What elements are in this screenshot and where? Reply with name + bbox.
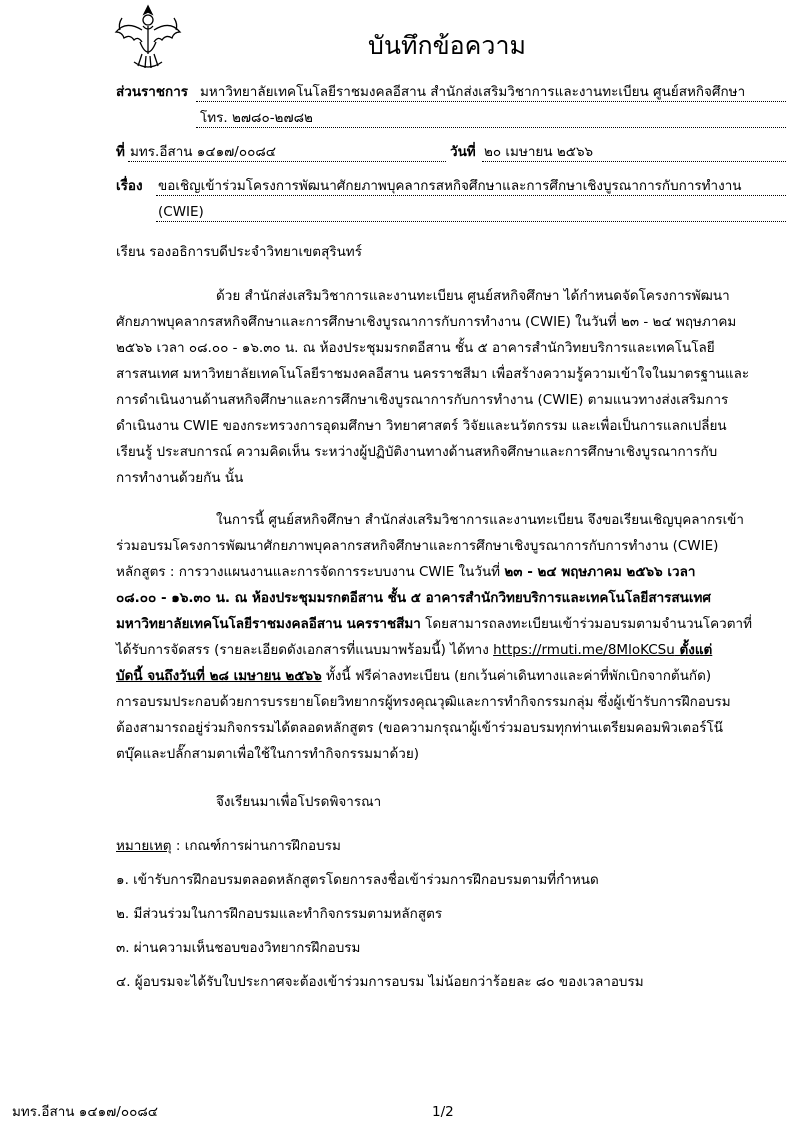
subject-dotline-2 [156,221,786,222]
para2-line [116,564,695,580]
page-number: 1/2 [432,1104,454,1120]
closing-line: จึงเรียนมาเพื่อโปรดพิจารณา [216,794,382,810]
date-dotline [482,161,786,162]
para2-line [116,616,752,632]
date-label: วันที่ [450,144,476,160]
university-name: มหาวิทยาลัยเทคโนโลยีราชมงคลอีสาน นครราชสีมา [116,616,421,632]
note-heading [116,838,341,854]
para2-line [116,668,711,684]
para1-line: ด้วย สำนักส่งเสริมวิชาการและงานทะเบียน ศูนย์สหกิจศึกษา ได้กำหนดจัดโครงการพัฒนา [216,288,730,304]
agency-phone: โทร. ๒๗๘๐-๒๗๘๒ [200,110,313,126]
deadline-start: ตั้งแต่ [674,642,713,658]
para1-line: เรียนรู้ ประสบการณ์ ความคิดเห็น ระหว่างผู้ปฏิบัติงานทางด้านสหกิจศึกษาและการศึกษาเชิงบูรณาการกับ [116,444,718,460]
register-text: ได้รับการจัดสรร (รายละเอียดดังเอกสารที่แนบมาพร้อมนี้) ได้ทาง [116,642,494,658]
footer-ref: มทร.อีสาน ๑๔๑๗/๐๐๘๔ [12,1104,158,1120]
quota-text: โดยสามารถลงทะเบียนเข้าร่วมอบรมตามจำนวนโควตาที่ [420,616,753,632]
ref-dotline [128,161,446,162]
garuda-emblem-icon [112,2,184,72]
para1-line: การดำเนินงานด้านสหกิจศึกษาและการศึกษาเชิงบูรณาการกับการทำงาน (CWIE) ตามแนวทางส่งเสริมการ [116,392,729,408]
para1-line: สารสนเทศ มหาวิทยาลัยเทคโนโลยีราชมงคลอีสาน นครราชสีมา เพื่อสร้างความรู้ความเข้าใจในมาตรฐานและ [116,366,750,382]
course-date: ๒๓ - ๒๔ พฤษภาคม ๒๕๖๖ เวลา [504,564,696,580]
para2-line: ในการนี้ ศูนย์สหกิจศึกษา สำนักส่งเสริมวิชาการและงานทะเบียน จึงขอเรียนเชิญบุคลากรเข้า [216,512,744,528]
agency-value: มหาวิทยาลัยเทคโนโลยีราชมงคลอีสาน สำนักส่งเสริมวิชาการและงานทะเบียน ศูนย์สหกิจศึกษา [200,84,746,100]
note-label: หมายเหตุ [116,838,172,854]
fee-text: ทั้งนี้ ฟรีค่าลงทะเบียน (ยกเว้นค่าเดินทางและค่าที่พักเบิกจากต้นกัด) [321,668,712,684]
para2-line: ต้องสามารถอยู่ร่วมกิจกรรมได้ตลอดหลักสูตร (ขอความกรุณาผู้เข้าร่วมอบรมทุกท่านเตรียมคอมพิวเตอร์โน๊ [116,720,724,736]
phone-dotline [196,127,786,128]
deadline-text: บัดนี้ จนถึงวันที่ ๒๘ เมษายน ๒๕๖๖ [116,668,322,684]
course-text: หลักสูตร : การวางแผนงานและการจัดการระบบงาน CWIE ในวันที่ [116,564,505,580]
date-value: ๒๐ เมษายน ๒๕๖๖ [484,144,594,160]
memo-title: บันทึกข้อความ [368,31,526,60]
subject-line2: (CWIE) [158,204,204,220]
para2-line: ๐๘.๐๐ - ๑๖.๓๐ น. ณ ห้องประชุมมรกตอีสาน ชั้น ๕ อาคารสำนักวิทยบริการและเทคโนโลยีสารสนเทศ [116,590,711,606]
para2-line: การอบรมประกอบด้วยการบรรยายโดยวิทยากรผู้ทรงคุณวุฒิและการทำกิจกรรมกลุ่ม ซึ่งผู้เข้ารับการฝึกอบรม [116,694,731,710]
note-item: ๒. มีส่วนร่วมในการฝึกอบรมและทำกิจกรรมตามหลักสูตร [116,906,443,922]
para1-line: ๒๕๖๖ เวลา ๐๘.๐๐ - ๑๖.๓๐ น. ณ ห้องประชุมมรกตอีสาน ชั้น ๕ อาคารสำนักวิทยบริการและเทคโนโลยี [116,340,715,356]
subject-label: เรื่อง [116,178,143,194]
para2-line: ตบุ๊คและปลั๊กสามตาเพื่อใช้ในการทำกิจกรรมมาด้วย) [116,746,420,762]
note-text: : เกณฑ์การผ่านการฝึกอบรม [171,838,341,854]
note-item: ๑. เข้ารับการฝึกอบรมตลอดหลักสูตรโดยการลงชื่อเข้าร่วมการฝึกอบรมตามที่กำหนด [116,872,599,888]
note-item: ๓. ผ่านความเห็นชอบของวิทยากรฝึกอบรม [116,940,361,956]
para1-line: ดำเนินงาน CWIE ของกระทรวงการอุดมศึกษา วิทยาศาสตร์ วิจัยและนวัตกรรม และเพื่อเป็นการแลกเปลี่ยน [116,418,727,434]
agency-dotline [196,101,786,102]
para1-line: ศักยภาพบุคลากรสหกิจศึกษาและการศึกษาเชิงบูรณาการกับการทำงาน (CWIE) ในวันที่ ๒๓ - ๒๔ พฤษภาคม [116,314,737,330]
note-item: ๔. ผู้อบรมจะได้รับใบประกาศจะต้องเข้าร่วมการอบรม ไม่น้อยกว่าร้อยละ ๘๐ ของเวลาอบรม [116,974,644,990]
register-link[interactable]: https://rmuti.me/8MloKCSu [493,642,675,658]
para2-line: ร่วมอบรมโครงการพัฒนาศักยภาพบุคลากรสหกิจศึกษาและการศึกษาเชิงบูรณาการกับการทำงาน (CWIE) [116,538,719,554]
subject-line1: ขอเชิญเข้าร่วมโครงการพัฒนาศักยภาพบุคลากรสหกิจศึกษาและการศึกษาเชิงบูรณาการกับการทำงาน [158,178,742,194]
para2-line [116,642,712,658]
salutation: เรียน รองอธิการบดีประจำวิทยาเขตสุรินทร์ [116,244,362,260]
subject-dotline [156,195,786,196]
agency-label: ส่วนราชการ [116,84,189,100]
ref-label: ที่ [116,144,125,160]
ref-value: มทร.อีสาน ๑๔๑๗/๐๐๘๔ [130,144,276,160]
para1-line: การทำงานด้วยกัน นั้น [116,470,244,486]
